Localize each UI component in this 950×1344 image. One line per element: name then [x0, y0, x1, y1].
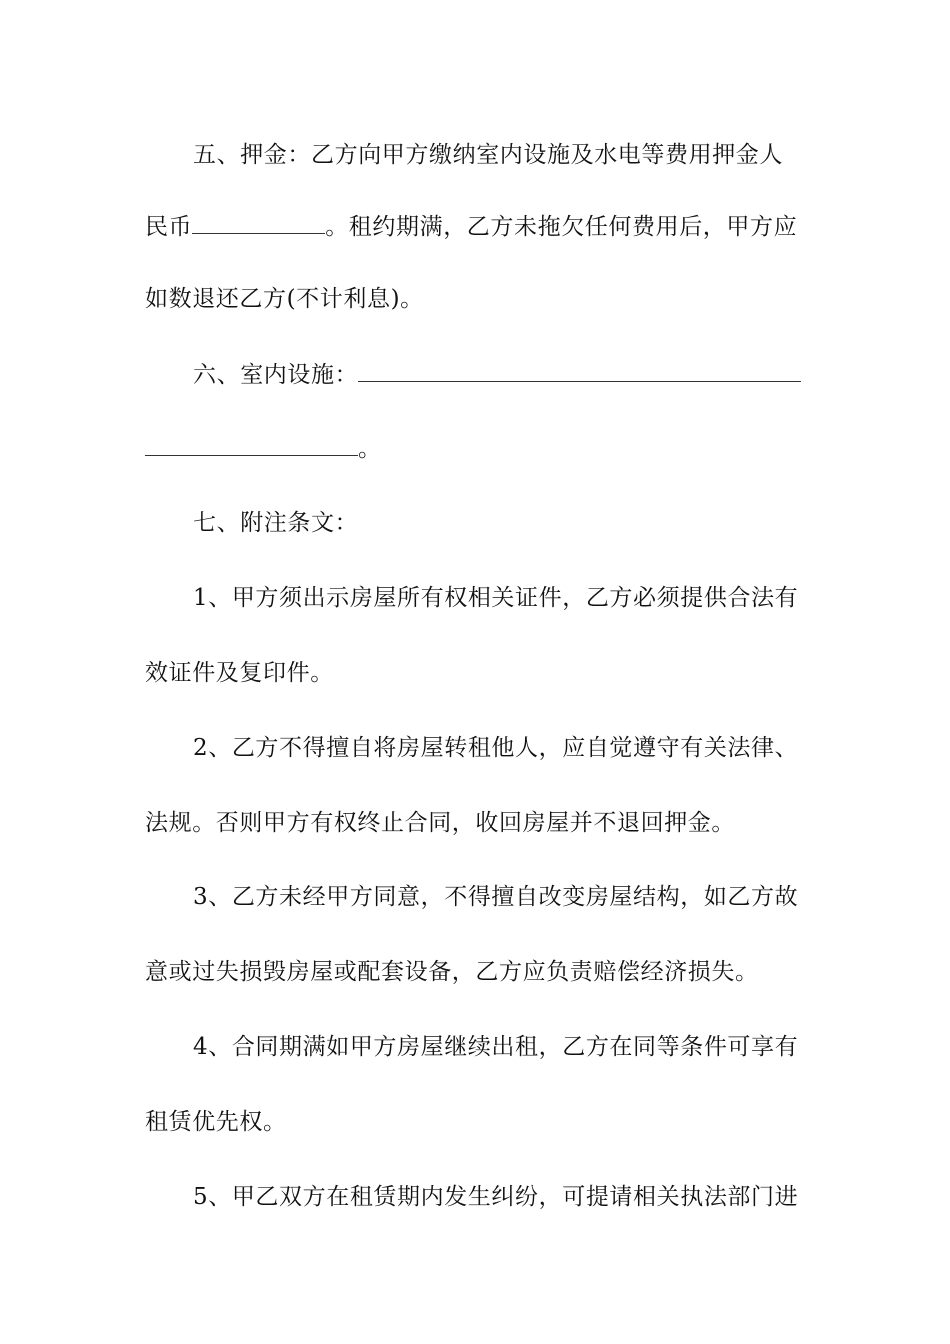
note-2-line-1: [193, 733, 863, 763]
currency-label: 民币: [145, 214, 193, 240]
clause-7-title: 七、附注条文：: [193, 510, 359, 536]
clause-7-heading: [193, 508, 863, 538]
note-5-line-1: [193, 1182, 863, 1212]
clause-5-end-text: 如数退还乙方(不计利息)。: [145, 286, 424, 312]
clause-5-line-3: [145, 284, 815, 314]
clause-6-line-1: [193, 359, 863, 389]
clause-5-text: 五、押金：乙方向甲方缴纳室内设施及水电等费用押金人: [193, 142, 783, 168]
note-1-text: 1、甲方须出示房屋所有权相关证件，乙方必须提供合法有: [193, 585, 799, 611]
clause-5-line-2: [145, 211, 815, 241]
note-3-line-1: [193, 882, 863, 912]
note-1-text-cont: 效证件及复印件。: [145, 660, 334, 686]
note-2-text: 2、乙方不得擅自将房屋转租他人，应自觉遵守有关法律、: [193, 735, 799, 761]
clause-5-continued-text: 。租约期满，乙方未拖欠任何费用后，甲方应: [325, 214, 798, 240]
clause-6-label: 六、室内设施：: [193, 362, 359, 388]
facilities-blank-1: [358, 359, 801, 382]
note-3-line-2: [145, 957, 815, 987]
note-2-line-2: [145, 808, 815, 838]
clause-6-line-2: [145, 433, 815, 463]
facilities-blank-2: [145, 433, 358, 456]
clause-6-period: 。: [358, 436, 382, 462]
note-4-line-2: [145, 1107, 815, 1137]
note-2-text-cont: 法规。否则甲方有权终止合同，收回房屋并不退回押金。: [145, 810, 735, 836]
note-1-line-1: [193, 583, 863, 613]
deposit-amount-blank: [192, 211, 325, 234]
note-4-text: 4、合同期满如甲方房屋继续出租，乙方在同等条件可享有: [193, 1034, 799, 1060]
note-4-text-cont: 租赁优先权。: [145, 1109, 287, 1135]
note-4-line-1: [193, 1032, 863, 1062]
note-5-text: 5、甲乙双方在租赁期内发生纠纷，可提请相关执法部门进: [193, 1184, 799, 1210]
note-3-text-cont: 意或过失损毁房屋或配套设备，乙方应负责赔偿经济损失。: [145, 959, 759, 985]
note-3-text: 3、乙方未经甲方同意，不得擅自改变房屋结构，如乙方故: [193, 884, 799, 910]
clause-5-line-1: [193, 140, 863, 170]
note-1-line-2: [145, 658, 815, 688]
